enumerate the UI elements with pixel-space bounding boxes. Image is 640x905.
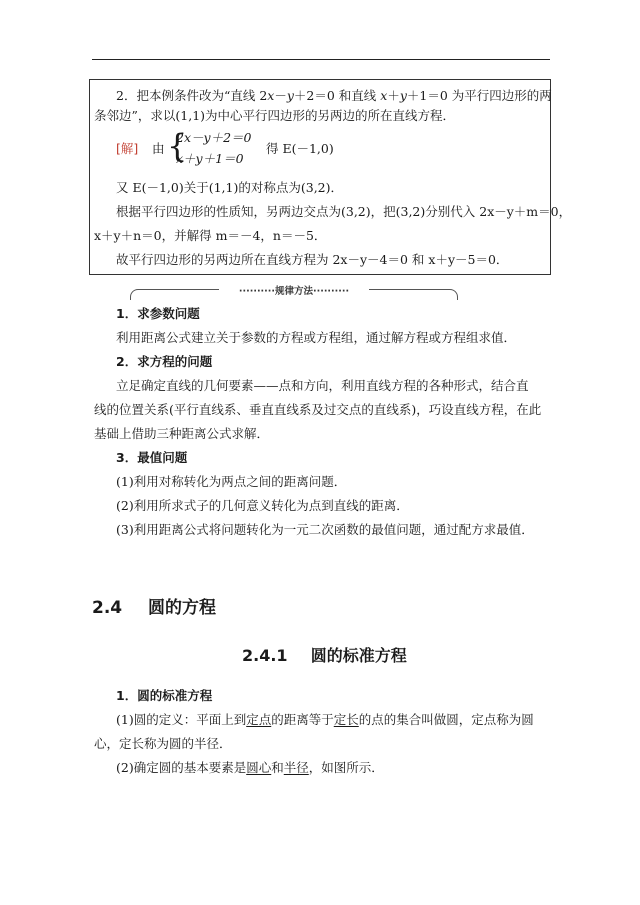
circle-para-2 xyxy=(116,760,384,776)
method-heading-1: 1．求参数问题 xyxy=(116,306,200,321)
example-line-4: 又 E(－1,0)关于(1,1)的对称点为(3,2)． xyxy=(116,180,343,195)
you-text: 由 xyxy=(152,141,165,156)
example-line-7: 故平行四边形的另两边所在直线方程为 2x－y－4＝0 和 x＋y－5＝0． xyxy=(116,252,509,267)
method-para-2a: 立足确定直线的几何要素——点和方向，利用直线方程的各种形式，结合直 xyxy=(116,378,529,393)
underlined-term: 半径 xyxy=(283,760,309,775)
text: y xyxy=(399,88,407,103)
text: ＋ xyxy=(387,88,400,103)
text: 2．把本例条件改为“直线 2 xyxy=(116,88,268,103)
text: ＋2＝0 和直线 xyxy=(293,88,381,103)
section-number: 2.4 xyxy=(92,598,123,618)
example-line-5: 根据平行四边形的性质知，另两边交点为(3,2)，把(3,2)分别代入 2x－y＋m＝0， xyxy=(116,204,572,219)
banner-arc-left xyxy=(130,289,219,300)
method-heading-2: 2．求方程的问题 xyxy=(116,354,213,369)
system-eq-2: x＋y＋1＝0 xyxy=(176,151,244,166)
method-para-3a: (1)利用对称转化为两点之间的距离问题． xyxy=(116,474,347,489)
underlined-term: 圆心 xyxy=(246,760,272,775)
text: ，如图所示． xyxy=(308,760,384,775)
method-para-3b: (2)利用所求式子的几何意义转化为点到直线的距离． xyxy=(116,498,409,513)
text: 的距离等于 xyxy=(271,712,334,727)
example-line-6: x＋y＋n＝0，并解得 m＝－4，n＝－5． xyxy=(94,228,327,243)
underlined-term: 定点 xyxy=(246,712,272,727)
method-para-2b: 线的位置关系(平行直线系、垂直直线系及过交点的直线系)，巧设直线方程，在此 xyxy=(94,402,542,417)
text: (2)确定圆的基本要素是 xyxy=(116,760,247,775)
system-eq-1: 2x－y＋2＝0 xyxy=(176,130,252,145)
banner-label: ··········规律方法·········· xyxy=(238,286,350,297)
text: ＋1＝0 为平行四边形的两 xyxy=(406,88,552,103)
text: (1)圆的定义：平面上到 xyxy=(116,712,247,727)
text: x xyxy=(267,88,275,103)
example-line-1 xyxy=(116,88,552,104)
method-para-1: 利用距离公式建立关于参数的方程或方程组，通过解方程或方程组求值． xyxy=(116,330,517,345)
text: y xyxy=(286,88,294,103)
text: x xyxy=(380,88,388,103)
text: 和 xyxy=(271,760,284,775)
text: － xyxy=(274,88,287,103)
subsection-number: 2.4.1 xyxy=(242,646,288,665)
underlined-term: 定长 xyxy=(333,712,359,727)
solution-label: [解] xyxy=(116,141,139,156)
method-para-2c: 基础上借助三种距离公式求解． xyxy=(94,426,270,441)
example-line-2: 条邻边”，求以(1,1)为中心平行四边形的另两边的所在直线方程． xyxy=(94,108,456,123)
method-heading-3: 3．最值问题 xyxy=(116,450,188,465)
header-rule xyxy=(92,59,550,60)
section-title: 圆的方程 xyxy=(147,598,216,618)
banner-arc-right xyxy=(369,289,458,300)
section-heading xyxy=(92,593,216,618)
text: 的点的集合叫做圆，定点称为圆 xyxy=(358,712,534,727)
subsection-title: 圆的标准方程 xyxy=(310,646,407,665)
point-e: 得 E(－1,0) xyxy=(266,141,334,156)
method-banner xyxy=(130,283,458,295)
subsection-heading xyxy=(242,643,407,666)
circle-para-1a xyxy=(116,712,534,728)
brace-symbol: { xyxy=(167,127,188,165)
method-para-3c: (3)利用距离公式将问题转化为一元二次函数的最值问题，通过配方求最值． xyxy=(116,522,534,537)
circle-para-1b: 心，定长称为圆的半径． xyxy=(94,736,232,751)
circle-heading-1: 1．圆的标准方程 xyxy=(116,688,213,703)
